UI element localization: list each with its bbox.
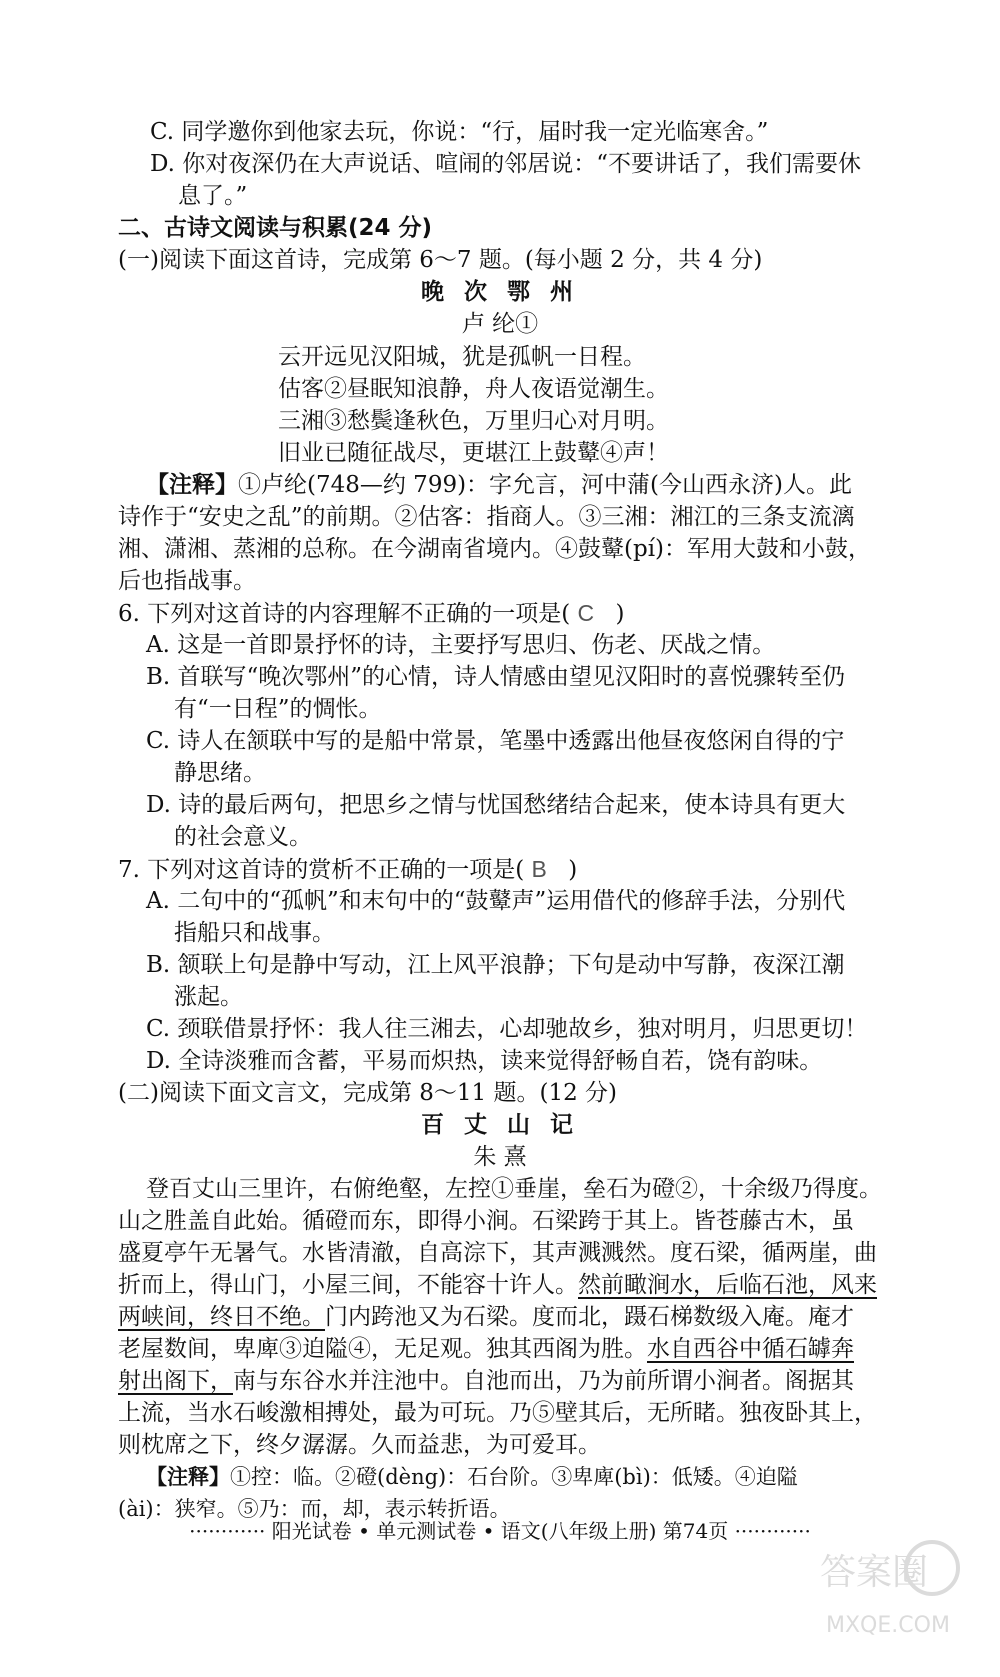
q6-answer: C (577, 600, 595, 626)
essay-note-label: 【注释】 (146, 1465, 230, 1489)
q6-stem (118, 599, 624, 629)
q6-option-c-line2: 静思绪。 (174, 760, 266, 786)
poem-line-1: 云开远见汉阳城，犹是孤帆一日程。 (278, 344, 646, 370)
q5-option-d-line1: D. 你对夜深仍在大声说话、喧闹的邻居说：“不要讲话了，我们需要休 (150, 151, 862, 177)
q5-option-d-line2: 息了。” (178, 183, 248, 209)
q6-option-d-line1: D. 诗的最后两句，把思乡之情与忧国愁绪结合起来，使本诗具有更大 (146, 792, 846, 818)
part1-intro: (一)阅读下面这首诗，完成第 6～7 题。(每小题 2 分，共 4 分) (118, 247, 763, 273)
essay-line-9: 则枕席之下，终夕潺潺。久而益悲，为可爱耳。 (118, 1432, 601, 1458)
q7-option-a-line2: 指船只和战事。 (174, 920, 335, 946)
q6-stem-text: 6. 下列对这首诗的内容理解不正确的一项是( (118, 601, 571, 627)
q6-option-a: A. 这是一首即景抒怀的诗，主要抒写思归、伤老、厌战之情。 (146, 632, 776, 658)
essay-author: 朱 熹 (473, 1144, 527, 1170)
q7-answer: B (531, 856, 547, 882)
essay-underlined-sentence-1b: 两峡间，终日不绝。 (118, 1304, 325, 1330)
poem-line-3: 三湘③愁鬓逢秋色，万里归心对月明。 (278, 408, 669, 434)
q7-option-d: D. 全诗淡雅而含蓄，平易而炽热，读来觉得舒畅自若，饶有韵味。 (146, 1048, 823, 1074)
q6-option-d-line2: 的社会意义。 (174, 824, 312, 850)
q7-stem-text: 7. 下列对这首诗的赏析不正确的一项是( (118, 857, 525, 883)
essay-line-5-text: 门内跨池又为石梁。度而北，蹑石梯数级入庵。庵才 (325, 1304, 854, 1330)
essay-note-line-2: (ài)：狭窄。⑤乃：而，却，表示转折语。 (118, 1497, 511, 1521)
poem-line-4: 旧业已随征战尽，更堪江上鼓鼙④声！ (278, 440, 669, 466)
poem-note-line-2: 诗作于“安史之乱”的前期。②估客：指商人。③三湘：湘江的三条支流漓 (118, 504, 855, 530)
essay-underlined-sentence-1a: 然前瞰涧水，后临石池，风来 (578, 1272, 877, 1298)
q5-option-c: C. 同学邀你到他家去玩，你说：“行，届时我一定光临寒舍。” (150, 119, 769, 145)
page-footer: ············ 阳光试卷 • 单元测试卷 • 语文(八年级上册) 第74页 ············ (189, 1519, 811, 1543)
essay-note-text: ①控：临。②磴(dèng)：石台阶。③卑庳(bì)：低矮。④迫隘 (230, 1465, 798, 1489)
watermark-url: MXQE.COM (826, 1613, 950, 1638)
poem-note-line-3: 湘、潇湘、蒸湘的总称。在今湖南省境内。④鼓鼙(pí)：军用大鼓和小鼓， (118, 536, 872, 562)
watermark-logo (814, 1528, 964, 1648)
poem-note-label: 【注释】 (146, 472, 238, 498)
essay-line-3: 盛夏亭午无暑气。水皆清澈，自高淙下，其声溅溅然。度石梁，循两崖，曲 (118, 1240, 877, 1266)
q7-option-c: C. 颈联借景抒怀：我人往三湘去，心却驰故乡，独对明月，归思更切！ (146, 1016, 868, 1042)
q7-close: ) (568, 857, 578, 883)
essay-underlined-sentence-2b: 射出阁下， (118, 1368, 233, 1394)
q6-option-b-line2: 有“一日程”的惆怅。 (174, 696, 382, 722)
poem-note-text: ①卢纶(748—约 799)：字允言，河中蒲(今山西永济)人。此 (238, 472, 853, 498)
essay-line-1: 登百丈山三里许，右俯绝壑，左控①垂崖，垒石为磴②，十余级乃得度。 (146, 1176, 882, 1202)
poem-line-2: 估客②昼眠知浪静，舟人夜语觉潮生。 (278, 376, 669, 402)
q6-option-c-line1: C. 诗人在颔联中写的是船中常景，笔墨中透露出他昼夜悠闲自得的宁 (146, 728, 845, 754)
essay-line-8: 上流，当水石峻激相搏处，最为可玩。乃⑤壁其后，无所睹。独夜卧其上， (118, 1400, 877, 1426)
essay-line-6 (118, 1335, 854, 1364)
essay-title: 百 丈 山 记 (420, 1112, 580, 1138)
q7-option-b-line1: B. 颔联上句是静中写动，江上风平浪静；下句是动中写静，夜深江潮 (146, 952, 845, 978)
essay-line-2: 山之胜盖自此始。循磴而东，即得小涧。石梁跨于其上。皆苍藤古木，虽 (118, 1208, 854, 1234)
poem-note-line-1 (146, 471, 852, 500)
essay-note-line-1 (146, 1463, 798, 1492)
essay-line-7 (118, 1367, 854, 1396)
essay-line-6-text: 老屋数间，卑庳③迫隘④，无足观。独其西阁为胜。 (118, 1336, 647, 1362)
essay-line-4-text: 折而上，得山门，小屋三间，不能容十许人。 (118, 1272, 578, 1298)
essay-line-4 (118, 1271, 877, 1300)
poem-note-line-4: 后也指战事。 (118, 568, 256, 594)
poem-title: 晚 次 鄂 州 (420, 279, 580, 305)
essay-line-7-text: 南与东谷水并注池中。自池而出，乃为前所谓小涧者。阁据其 (233, 1368, 854, 1394)
q6-option-b-line1: B. 首联写“晚次鄂州”的心情，诗人情感由望见汉阳时的喜悦骤转至仍 (146, 664, 846, 690)
q7-stem (118, 855, 577, 885)
section-title: 二、古诗文阅读与积累(24 分) (118, 215, 433, 241)
part2-intro: (二)阅读下面文言文，完成第 8～11 题。(12 分) (118, 1080, 617, 1106)
essay-underlined-sentence-2a: 水自西谷中循石罅奔 (647, 1336, 854, 1362)
essay-line-5 (118, 1303, 854, 1332)
watermark-glyph: 答案圈 (820, 1552, 929, 1593)
poem-author: 卢 纶① (461, 311, 539, 337)
q6-close: ) (615, 601, 625, 627)
q7-option-a-line1: A. 二句中的“孤帆”和末句中的“鼓鼙声”运用借代的修辞手法，分别代 (146, 888, 846, 914)
q7-option-b-line2: 涨起。 (174, 984, 243, 1010)
